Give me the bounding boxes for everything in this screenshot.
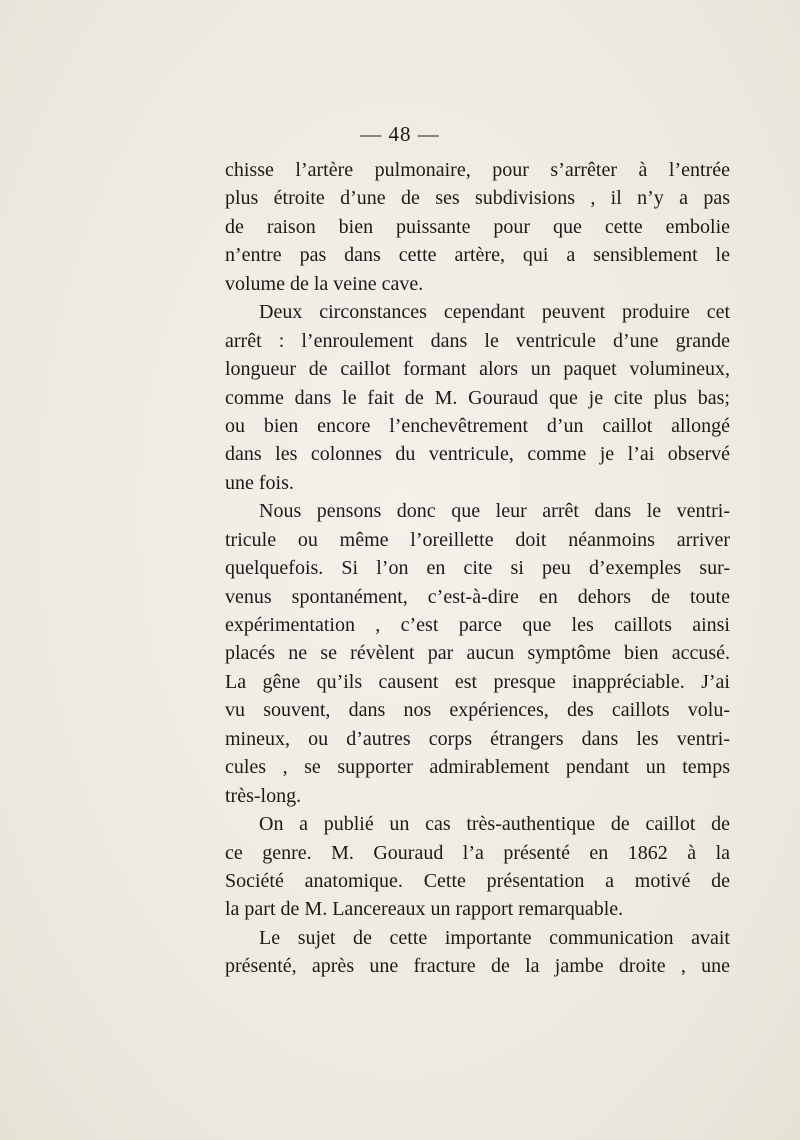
text-line: vu souvent, dans nos expériences, des caillots volu-: [225, 699, 730, 722]
text-line: On a publié un cas très-authentique de caillot de: [259, 813, 730, 836]
text-line: quelquefois. Si l’on en cite si peu d’exemples sur-: [225, 557, 730, 580]
text-line: une fois.: [225, 471, 294, 494]
text-line: La gêne qu’ils causent est presque inappréciable. J’ai: [225, 670, 730, 693]
page-number: — 48 —: [360, 122, 440, 146]
text-line: Société anatomique. Cette présentation a motivé de: [225, 869, 730, 892]
text-line: expérimentation , c’est parce que les caillots ainsi: [225, 614, 730, 636]
text-line: Deux circonstances cependant peuvent produire cet: [259, 301, 730, 324]
text-line: arrêt : l’enroulement dans le ventricule d’une grande: [225, 329, 730, 352]
text-line: longueur de caillot formant alors un paquet volumineux,: [225, 358, 730, 381]
text-line: ce genre. M. Gouraud l’a présenté en 1862 à la: [225, 841, 730, 864]
text-line: venus spontanément, c’est-à-dire en dehors de toute: [225, 585, 730, 608]
text-line: dans les colonnes du ventricule, comme je l’ai observé: [225, 443, 730, 466]
text-line: présenté, après une fracture de la jambe droite , une: [225, 955, 730, 978]
text-line: Le sujet de cette importante communication avait: [259, 926, 730, 949]
text-line: plus étroite d’une de ses subdivisions , il n’y a pas: [225, 187, 730, 210]
text-line: volume de la veine cave.: [225, 272, 424, 295]
text-line: comme dans le fait de M. Gouraud que je cite plus bas;: [225, 386, 730, 409]
text-line: tricule ou même l’oreillette doit néanmoins arriver: [225, 528, 730, 551]
body-text: [225, 156, 730, 981]
text-line: placés ne se révèlent par aucun symptôme bien accusé.: [225, 642, 730, 665]
text-line: de raison bien puissante pour que cette embolie: [225, 215, 730, 238]
text-line: ou bien encore l’enchevêtrement d’un caillot allongé: [225, 414, 730, 437]
text-line: n’entre pas dans cette artère, qui a sensiblement le: [225, 244, 730, 267]
text-line: chisse l’artère pulmonaire, pour s’arrêter à l’entrée: [225, 159, 730, 181]
text-line: cules , se supporter admirablement pendant un temps: [225, 756, 730, 779]
text-line: Nous pensons donc que leur arrêt dans le ventri-: [259, 500, 730, 523]
text-line: très-long.: [225, 784, 302, 807]
text-line: mineux, ou d’autres corps étrangers dans les ventri-: [225, 727, 730, 750]
text-line: la part de M. Lancereaux un rapport remarquable.: [225, 898, 624, 921]
